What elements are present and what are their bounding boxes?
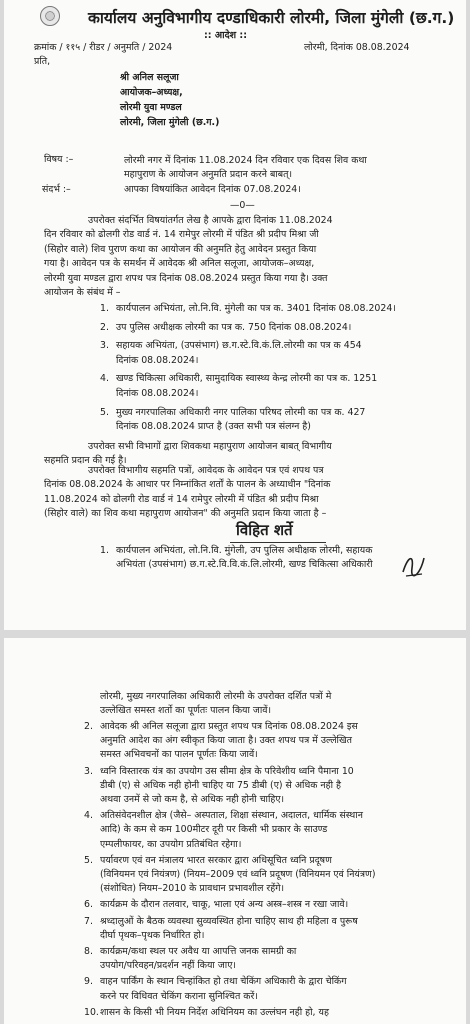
list-item: 1. कार्यपालन अभियंता, लो.नि.वि. मुंगेली का पत्र क. 3401 दिनांक 08.08.2024। [100, 303, 396, 314]
paragraph-3 [44, 464, 330, 522]
emblem-icon [40, 6, 60, 26]
list-item: 7. श्रध्दालुओं के बैठक व्यवस्था सुव्यवस्थित होना चाहिए साथ ही महिला व पुरूष दीर्घा पृथक–पृथक निर्धारित हो। [84, 915, 358, 941]
list-item: 8. कार्यक्रम/कथा स्थल पर अवैध या आपत्ति जनक सामग्री का उपयोग/परिवहन/प्रदर्शन नहीं किया जाए। [84, 946, 297, 972]
condition-1: 1. कार्यपालन अभियंता, लो.नि.वि. मुंगेली, उप पुलिस अधीक्षक लोरमी, सहायक अभियंता (उपसंभाग) छ.ग.स्टे.वि.वि.कं.लि.लोरमी, खण्ड चिकित्सा अधिकारी [100, 545, 373, 571]
reference-label: संदर्भ :– [42, 184, 71, 195]
addressee-line: आयोजक–अध्यक्ष, [120, 87, 183, 98]
list-item: 3. ध्वनि विस्तारक यंत्र का उपयोग उस सीमा क्षेत्र के परिवेशीय ध्वनि पैमाना 10 डीबी (ए) से अधिक नही होनी चाहिए या 75 डीबी (ए) से अधिक नही है अथवा उनमें से जो कम है, से अधिक नही होनी चाहिए। [84, 765, 354, 806]
conditions-heading: विहित शर्ते [236, 521, 293, 539]
paragraph-1 [44, 214, 333, 300]
subject-text [124, 154, 367, 182]
para-line: सहमति प्रदान की गई है। [44, 455, 127, 467]
list-item: 3. सहायक अभियंता, (उपसंभाग) छ.ग.स्टे.वि.कं.लि.लोरमी का पत्र क 454 दिनांक 08.08.2024। [100, 340, 362, 366]
para-line: (सिहोर वाले) का शिव कथा महापुराण आयोजन" की अनुमति प्रदान किया जाता है – [44, 508, 327, 520]
reference-text: आपका विषयांकित आवेदन दिनांक 07.08.2024। [124, 184, 301, 195]
separator: —0— [230, 200, 255, 211]
list-item: 4. अतिसंवेदनशील क्षेत्र (जैसे– अस्पताल, शिक्षा संस्थान, अदालत, धार्मिक संस्थान आदि) के कम से कम 100मीटर दूरी पर किसी भी प्रकार के साउण्ड एम्पलीफायर, का उपयोग प्रतिबंधित रहेगा। [84, 810, 363, 850]
addressee-line: लोरमी, जिला मुंगेली (छ.ग.) [120, 117, 220, 128]
prati-label: प्रति, [34, 56, 51, 67]
letter-number: क्रमांक / ११५ / रीडर / अनुमति / 2024 [34, 42, 173, 53]
addressee-line: लोरमी युवा मण्डल [120, 102, 182, 113]
condition-1-continued [100, 690, 331, 719]
place-date: लोरमी, दिनांक 08.08.2024 [304, 42, 410, 53]
office-header: कार्यालय अनुविभागीय दण्डाधिकारी लोरमी, जिला मुंगेली (छ.ग.) [88, 9, 455, 27]
para-line: उपरोक्त विभागीय सहमति पत्रों, आवेदक के आवेदन पत्र एवं शपथ पत्र [88, 465, 324, 476]
list-item: 2. आवेदक श्री अनिल सलूजा द्वारा प्रस्तुत शपथ पत्र दिनांक 08.08.2024 इस अनुमति आदेश का अंग स्वीकृत किया जाता है। उक्त शपथ पत्र में उल्लेखित समस्त अभिवचनों का पालन पूर्णतः किया जावें। [84, 721, 358, 761]
subject-label: विषय :– [44, 154, 74, 165]
para-line: गया है। आवेदन पत्र के समर्थन में आवेदक श्री अनिल सलूजा, आयोजक–अध्यक्ष, [44, 258, 315, 270]
para-line: लोरमी युवा मण्डल द्वारा शपथ पत्र दिनांक 08.08.2024 प्रस्तुत किया गया है। उक्त [44, 272, 328, 284]
subject-line: महापुराण के आयोजन अनुमति प्रदान करने बाबत्। [124, 169, 293, 180]
order-label: :: आदेश :: [204, 30, 248, 41]
list-item: 2. उप पुलिस अधीक्षक लोरमी का पत्र क. 750 दिनांक 08.08.2024। [100, 321, 352, 333]
para-line: उपरोक्त सभी विभागों द्वारा शिवकथा महापुराण आयोजन बाबत् विभागीय [88, 441, 332, 452]
list-item: 4. खण्ड चिकित्सा अधिकारी, सामुदायिक स्वास्थ्य केन्द्र लोरमी का पत्र क. 1251 दिनांक 08.08.2024। [100, 373, 378, 399]
list-item: 5. मुख्य नगरपालिका अधिकारी नगर पालिका परिषद लोरमी का पत्र क. 427 दिनांक 08.08.2024 प्राप्त है (उक्त सभी पत्र संलग्न है) [100, 406, 366, 433]
list-item: 10.शासन के किसी भी नियम निर्देश अधिनियम का उल्लंघन नही हो, यह [84, 1006, 329, 1018]
document-page-1 [4, 0, 466, 630]
list-item: 6. कार्यक्रम के दौरान तलवार, चाकू, भाला एवं अन्य अस्त्र–शस्त्र न रखा जावे। [84, 899, 349, 911]
condition-line: लोरमी, मुख्य नगरपालिका अधिकारी लोरमी के उपरोक्त दर्शित पत्रों मे [100, 691, 332, 702]
para-line: दिन रविवार को ढोलगी रोड वार्ड नं. 14 रामेपुर लोरमी में पंडित श्री प्रदीप मिश्रा जी [44, 229, 319, 241]
para-line: उपरोक्त संदर्भित विषयांतर्गत लेख है आपके द्वारा दिनांक 11.08.2024 [88, 215, 333, 226]
list-item: 9. वाहन पार्किंग के स्थान चिन्हांकित हो तथा चेकिंग अधिकारी के द्वारा चेकिंग करने पर विधिवत चेकिंग कराना सुनिश्चित करें। [84, 976, 347, 1002]
para-line: दिनांक 08.08.2024 के आधार पर निम्नांकित शर्तों के पालन के अध्याधीन "दिनांक [44, 479, 331, 491]
condition-line: अभियंता (उपसंभाग) छ.ग.स्टे.वि.वि.कं.लि.लोरमी, खण्ड चिकित्सा अधिकारी [116, 559, 373, 571]
para-line: 11.08.2024 को ढोलगी रोड वार्ड नं 14 रामेपुर लोरमी में पंडित श्री प्रदीप मिश्रा [44, 493, 319, 505]
condition-line: उल्लेखित समस्त शर्तो का पूर्णतः पालन किया जावें। [100, 705, 272, 717]
signature-mark [400, 550, 428, 580]
para-line: आयोजन के संबंध में – [44, 287, 121, 299]
subject-line: लोरमी नगर में दिनांक 11.08.2024 दिन रविवार एक दिवस शिव कथा [124, 155, 367, 166]
addressee-line: श्री अनिल सलूजा [120, 72, 179, 83]
condition-line: कार्यपालन अभियंता, लो.नि.वि. मुंगेली, उप पुलिस अधीक्षक लोरमी, सहायक [116, 545, 373, 556]
conditions-list [84, 720, 375, 1020]
document-page-2 [4, 638, 466, 1024]
addressee-block [120, 70, 219, 130]
para-line: (सिहोर वाले) शिव पुराण कथा का आयोजन की अनुमति हेतु आवेदन प्रस्तुत किया [44, 243, 317, 255]
document-list [100, 302, 396, 435]
list-item: 5. पर्यावरण एवं वन मंत्रालय भारत सरकार द्वारा अधिसूचित ध्वनि प्रदूषण (विनियमन एवं नियंत्रण) (नियम–2009 एवं ध्वनि प्रदूषण (विनियमन एवं नियंत्रण) (संशोधित) नियम–2010 के प्रावधान प्रभावशील रहेंगे। [84, 854, 376, 895]
